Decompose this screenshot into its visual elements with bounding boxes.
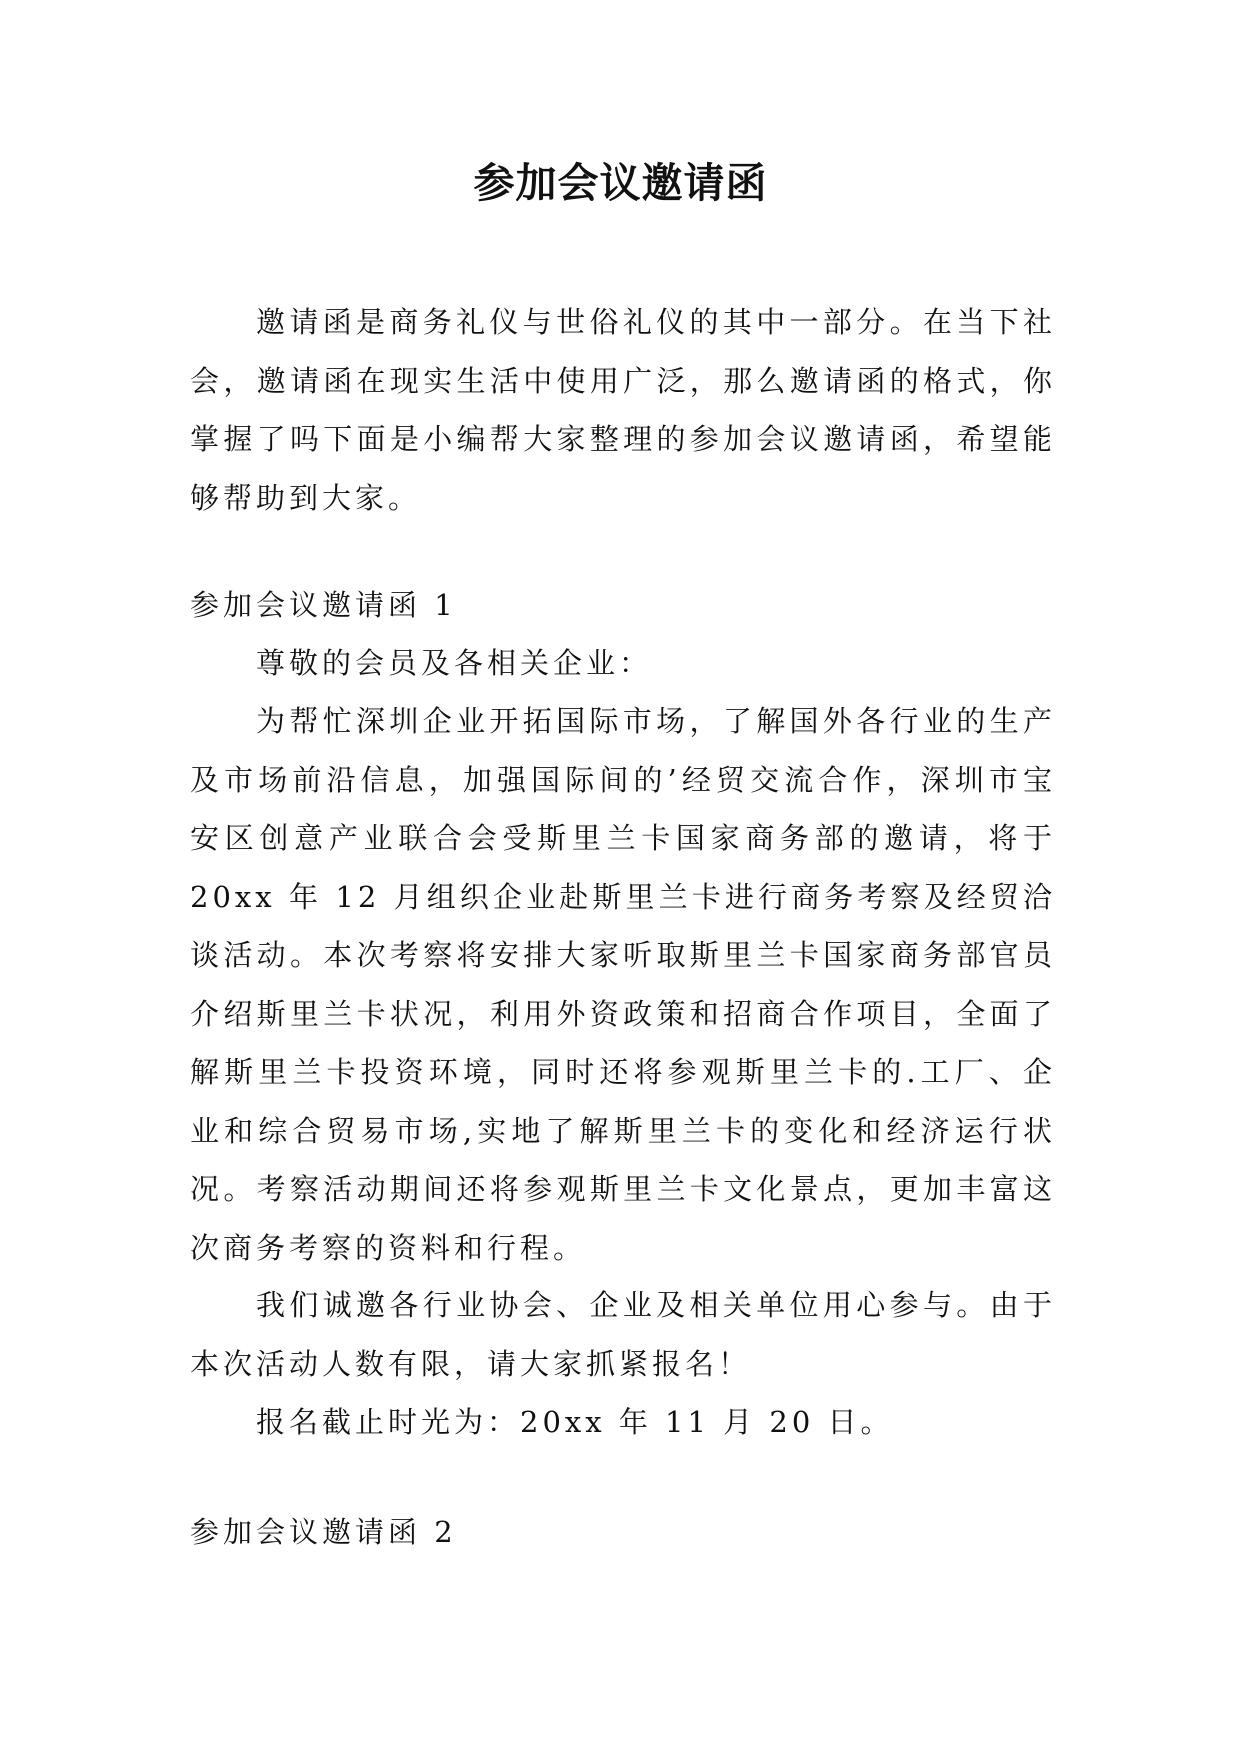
salutation-paragraph: 尊敬的会员及各相关企业： bbox=[256, 646, 653, 680]
body-paragraph: 为帮忙深圳企业开拓国际市场，了解国外各行业的生产及市场前沿信息，加强国际间的’经贸交流合作，深圳市宝安区创意产业联合会受斯里兰卡国家商务部的邀请，将于 20xx 年 12 月组织企业赴斯里兰卡进行商务考察及经贸洽谈活动。本次考察将安排大家听取斯里兰卡国家商务部官员介绍斯里兰卡状况，利用外资政策和招商合作项目，全面了解斯里兰卡投资环境，同时还将参观斯里兰卡的.工厂、企业和综合贸易市场,实地了解斯里兰卡的变化和经济运行状况。考察活动期间还将参观斯里兰卡文化景点，更加丰富这次商务考察的资料和行程。 bbox=[190, 704, 1056, 1265]
deadline-paragraph: 报名截止时光为：20xx 年 11 月 20 日。 bbox=[256, 1405, 894, 1439]
invitation-paragraph: 我们诚邀各行业协会、企业及相关单位用心参与。由于本次活动人数有限，请大家抓紧报名！ bbox=[190, 1288, 1056, 1381]
intro-paragraph: 邀请函是商务礼仪与世俗礼仪的其中一部分。在当下社会，邀请函在现实生活中使用广泛，那么邀请函的格式，你掌握了吗下面是小编帮大家整理的参加会议邀请函，希望能够帮助到大家。 bbox=[190, 305, 1056, 515]
section-2-heading: 参加会议邀请函 2 bbox=[190, 1515, 457, 1549]
section-1-heading: 参加会议邀请函 1 bbox=[190, 588, 457, 622]
document-title: 参加会议邀请函 bbox=[473, 159, 768, 207]
